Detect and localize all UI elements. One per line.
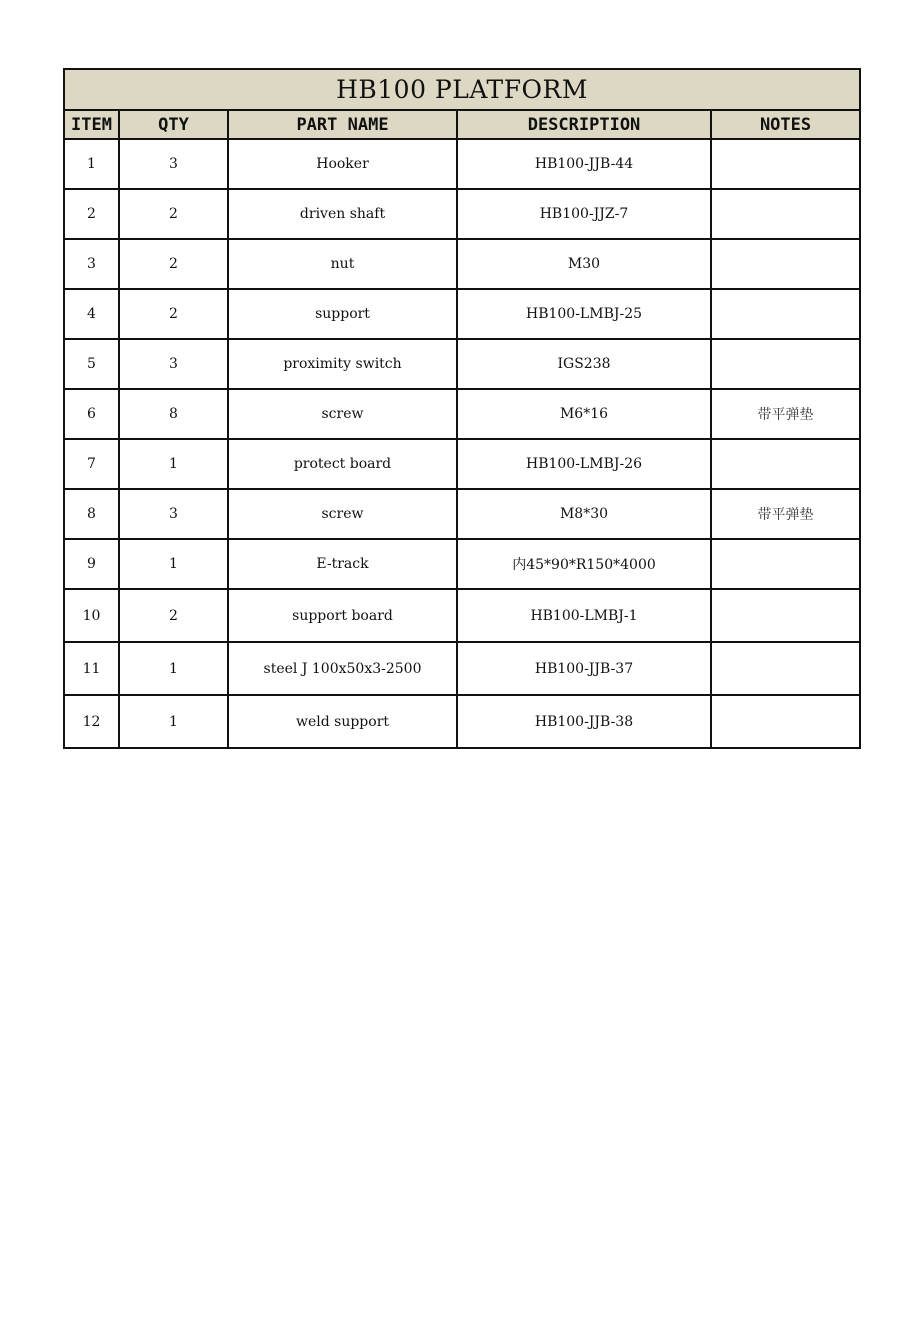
qty-cell: 1	[119, 695, 228, 748]
part-name-cell: proximity switch	[228, 339, 457, 389]
notes-cell	[711, 339, 860, 389]
column-header-notes: NOTES	[711, 110, 860, 139]
part-name-cell: support	[228, 289, 457, 339]
notes-cell	[711, 539, 860, 589]
item-cell: 8	[64, 489, 119, 539]
part-name-cell: nut	[228, 239, 457, 289]
table-row	[64, 389, 860, 439]
table-row	[64, 339, 860, 389]
description-cell: HB100-JJB-38	[457, 695, 711, 748]
qty-cell: 3	[119, 139, 228, 189]
item-cell: 12	[64, 695, 119, 748]
table-row	[64, 189, 860, 239]
bom-table	[63, 68, 861, 749]
description-cell: HB100-LMBJ-25	[457, 289, 711, 339]
item-cell: 10	[64, 589, 119, 642]
table-row	[64, 695, 860, 748]
item-cell: 5	[64, 339, 119, 389]
item-cell: 2	[64, 189, 119, 239]
qty-cell: 8	[119, 389, 228, 439]
description-cell: HB100-LMBJ-26	[457, 439, 711, 489]
description-cell: HB100-JJZ-7	[457, 189, 711, 239]
part-name-cell: screw	[228, 489, 457, 539]
description-cell: M6*16	[457, 389, 711, 439]
column-header-qty: QTY	[119, 110, 228, 139]
notes-cell	[711, 589, 860, 642]
qty-cell: 1	[119, 539, 228, 589]
title-row	[64, 69, 860, 110]
notes-cell	[711, 189, 860, 239]
item-cell: 11	[64, 642, 119, 695]
item-cell: 6	[64, 389, 119, 439]
column-header-part-name: PART NAME	[228, 110, 457, 139]
notes-cell	[711, 139, 860, 189]
table-row	[64, 539, 860, 589]
description-cell: 内45*90*R150*4000	[457, 539, 711, 589]
notes-cell	[711, 642, 860, 695]
notes-cell	[711, 695, 860, 748]
notes-cell: 带平弹垫	[711, 489, 860, 539]
qty-cell: 2	[119, 239, 228, 289]
qty-cell: 3	[119, 339, 228, 389]
table-row	[64, 139, 860, 189]
table-row	[64, 489, 860, 539]
table-row	[64, 589, 860, 642]
description-cell: M30	[457, 239, 711, 289]
part-name-cell: screw	[228, 389, 457, 439]
item-cell: 7	[64, 439, 119, 489]
description-cell: HB100-JJB-44	[457, 139, 711, 189]
description-cell: HB100-LMBJ-1	[457, 589, 711, 642]
notes-cell	[711, 239, 860, 289]
table-title: HB100 PLATFORM	[64, 69, 860, 110]
qty-cell: 2	[119, 289, 228, 339]
part-name-cell: support board	[228, 589, 457, 642]
description-cell: M8*30	[457, 489, 711, 539]
item-cell: 9	[64, 539, 119, 589]
header-row	[64, 110, 860, 139]
qty-cell: 3	[119, 489, 228, 539]
column-header-item: ITEM	[64, 110, 119, 139]
description-cell: HB100-JJB-37	[457, 642, 711, 695]
notes-cell: 带平弹垫	[711, 389, 860, 439]
part-name-cell: steel J 100x50x3-2500	[228, 642, 457, 695]
qty-cell: 1	[119, 439, 228, 489]
qty-cell: 2	[119, 589, 228, 642]
description-cell: IGS238	[457, 339, 711, 389]
item-cell: 1	[64, 139, 119, 189]
notes-cell	[711, 289, 860, 339]
table-row	[64, 239, 860, 289]
qty-cell: 2	[119, 189, 228, 239]
item-cell: 3	[64, 239, 119, 289]
part-name-cell: driven shaft	[228, 189, 457, 239]
part-name-cell: weld support	[228, 695, 457, 748]
part-name-cell: protect board	[228, 439, 457, 489]
notes-cell	[711, 439, 860, 489]
part-name-cell: Hooker	[228, 139, 457, 189]
qty-cell: 1	[119, 642, 228, 695]
column-header-description: DESCRIPTION	[457, 110, 711, 139]
table-row	[64, 642, 860, 695]
item-cell: 4	[64, 289, 119, 339]
part-name-cell: E-track	[228, 539, 457, 589]
table-row	[64, 289, 860, 339]
table-row	[64, 439, 860, 489]
